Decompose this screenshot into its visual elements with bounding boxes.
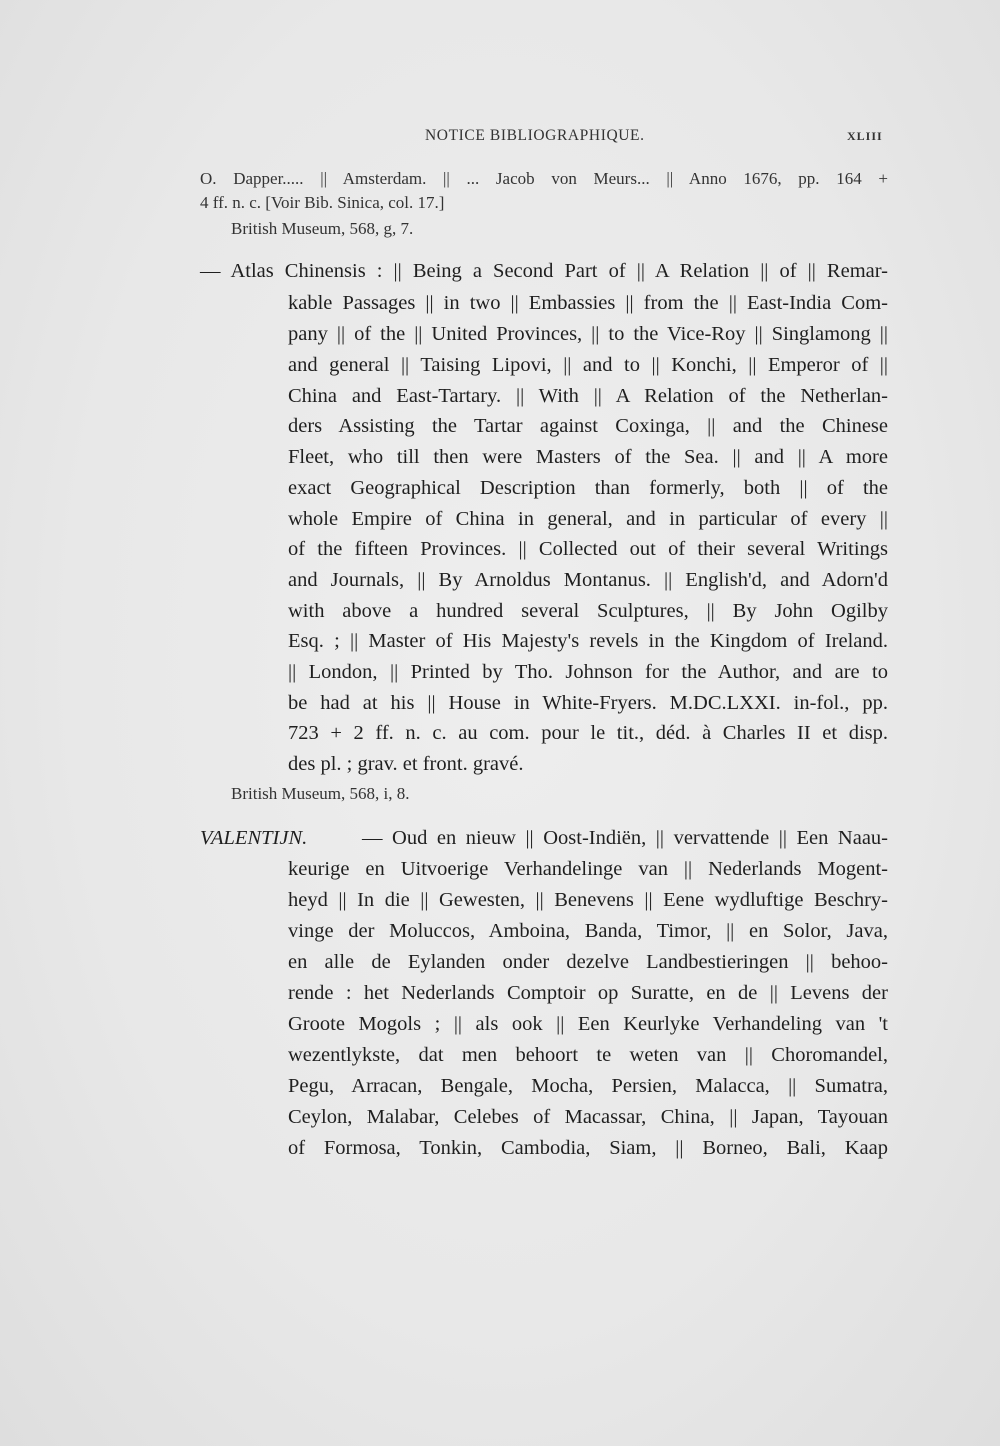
entry-line: with above a hundred several Sculptures, || By John Ogilby — [288, 600, 888, 622]
entry-line: en alle de Eylanden onder dezelve Landbestieringen || behoo- — [288, 951, 888, 973]
entry-line: heyd || In die || Gewesten, || Benevens || Eene wydluftige Beschry- — [288, 889, 888, 911]
entry-line: pany || of the || United Provinces, || to the Vice-Roy || Singlamong || — [288, 323, 888, 345]
entry-line: whole Empire of China in general, and in particular of every || — [288, 508, 888, 530]
entry-line: O. Dapper..... || Amsterdam. || ... Jacob von Meurs... || Anno 1676, pp. 164 + — [200, 169, 888, 188]
entry-line: and general || Taising Lipovi, || and to || Konchi, || Emperor of || — [288, 354, 888, 376]
entry-line: of Formosa, Tonkin, Cambodia, Siam, || Borneo, Bali, Kaap — [288, 1137, 888, 1159]
entry-line: || London, || Printed by Tho. Johnson for the Author, and are to — [288, 661, 888, 683]
entry-line: exact Geographical Description than formerly, both || of the — [288, 477, 888, 499]
entry-line: of the fifteen Provinces. || Collected out of their several Writings — [288, 538, 888, 560]
entry-line: and Journals, || By Arnoldus Montanus. || English'd, and Adorn'd — [288, 569, 888, 591]
entry-line: Groote Mogols ; || als ook || Een Keurlyke Verhandeling van 't — [288, 1013, 888, 1035]
entry-line: des pl. ; grav. et front. gravé. — [288, 753, 524, 775]
entry-line: kable Passages || in two || Embassies || from the || East-India Com- — [288, 292, 888, 314]
running-head: NOTICE BIBLIOGRAPHIQUE. — [425, 127, 645, 144]
entry-line: be had at his || House in White-Fryers. M.DC.LXXI. in-fol., pp. — [288, 692, 888, 714]
entry-line: keurige en Uitvoerige Verhandelinge van || Nederlands Mogent- — [288, 858, 888, 880]
entry-line: Ceylon, Malabar, Celebes of Macassar, China, || Japan, Tayouan — [288, 1106, 888, 1128]
page-header — [0, 127, 1000, 149]
author-name: VALENTIJN. — [200, 827, 308, 849]
entry-line: 723 + 2 ff. n. c. au com. pour le tit., déd. à Charles II et disp. — [288, 722, 888, 744]
entry-line: Esq. ; || Master of His Majesty's revels in the Kingdom of Ireland. — [288, 630, 888, 652]
entry-line: rende : het Nederlands Comptoir op Suratte, en de || Levens der — [288, 982, 888, 1004]
entry-line: vinge der Moluccos, Amboina, Banda, Timor, || en Solor, Java, — [288, 920, 888, 942]
location-note: British Museum, 568, g, 7. — [231, 219, 414, 238]
entry-line: China and East-Tartary. || With || A Relation of the Netherlan- — [288, 385, 888, 407]
entry-line: — Oud en nieuw || Oost-Indiën, || vervattende || Een Naau- — [362, 827, 888, 849]
location-note: British Museum, 568, i, 8. — [231, 784, 410, 803]
entry-line: Fleet, who till then were Masters of the Sea. || and || A more — [288, 446, 888, 468]
entry-first-line — [200, 827, 888, 850]
entry-line: — Atlas Chinensis : || Being a Second Part of || A Relation || of || Remar- — [200, 260, 888, 282]
entry-line: wezentlykste, dat men behoort te weten van || Choromandel, — [288, 1044, 888, 1066]
entry-line: Pegu, Arracan, Bengale, Mocha, Persien, Malacca, || Sumatra, — [288, 1075, 888, 1097]
entry-line: 4 ff. n. c. [Voir Bib. Sinica, col. 17.] — [200, 193, 445, 212]
page-number: XLIII — [847, 129, 883, 143]
entry-line: ders Assisting the Tartar against Coxinga, || and the Chinese — [288, 415, 888, 437]
